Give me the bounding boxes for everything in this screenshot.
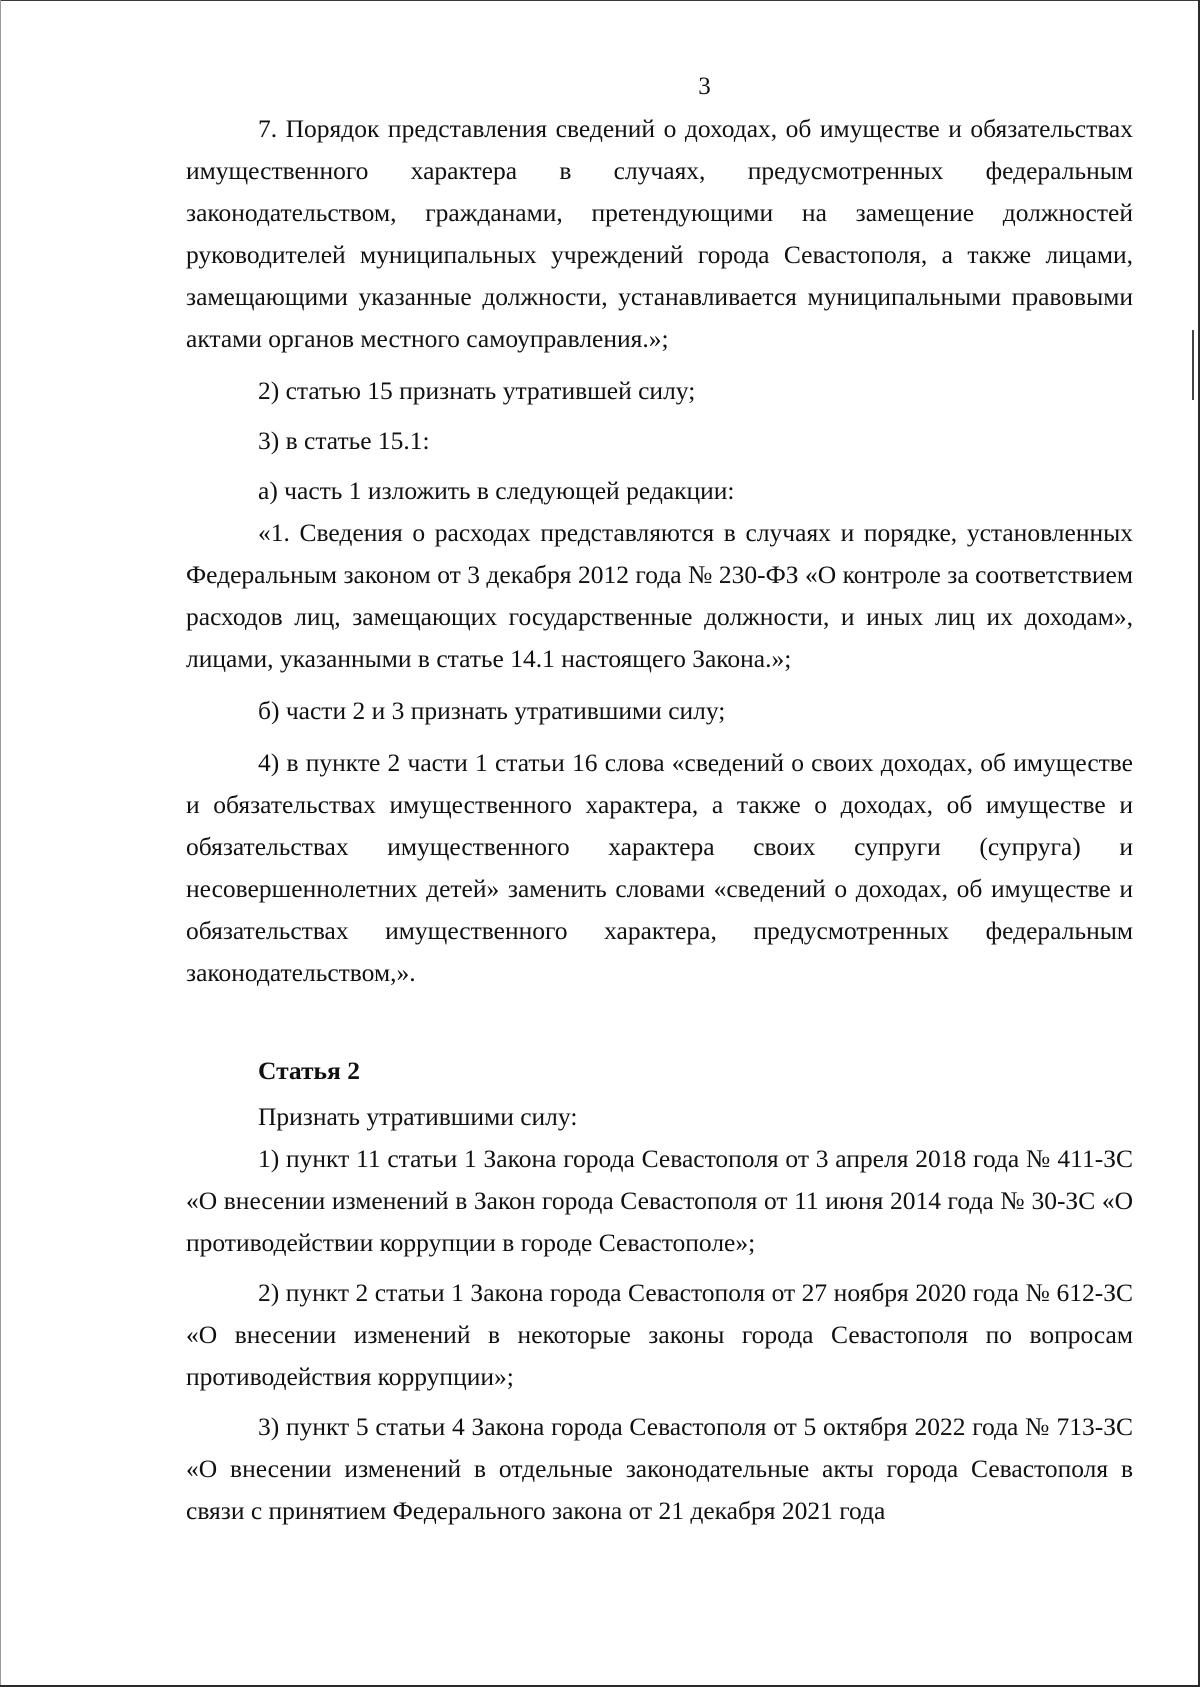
article2-item-2: 2) пункт 2 статьи 1 Закона города Севастополя от 27 ноября 2020 года № 612-ЗС «О внесении изменений в некоторые законы города Севастополя по вопросам противодействия коррупции»; <box>186 1278 1133 1391</box>
page-number: 3 <box>698 73 711 100</box>
paragraph-item-3: 3) в статье 15.1: <box>258 426 430 455</box>
scan-border-top <box>0 0 1200 1</box>
document-page <box>186 66 1133 1532</box>
paragraph-quoted-part-1: «1. Сведения о расходах представляются в случаях и порядке, установленных Федеральным законом от 3 декабря 2012 года № 230-ФЗ «О контроле за соответствием расходов лиц, замещающих государственные должности, и иных лиц их доходам», лицами, указанными в статье 14.1 настоящего Закона.»; <box>186 518 1133 673</box>
article2-item-3: 3) пункт 5 статьи 4 Закона города Севастополя от 5 октября 2022 года № 713-ЗС «О внесении изменений в отдельные законодательные акты города Севастополя в связи с принятием Федерального закона от 21 декабря 2021 года <box>186 1412 1133 1525</box>
paragraph-item-2: 2) статью 15 признать утратившей силу; <box>258 376 696 405</box>
article-heading: Статья 2 <box>258 1056 360 1085</box>
scan-artifact-mark <box>1192 330 1194 400</box>
paragraph-item-3b: б) части 2 и 3 признать утратившими силу; <box>258 696 726 725</box>
paragraph-item-4: 4) в пункте 2 части 1 статьи 16 слова «сведений о своих доходах, об имуществе и обязательствах имущественного характера, а также о доходах, об имуществе и обязательствах имущественного характера своих супруги (супруга) и несовершеннолетних детей» заменить словами «сведений о доходах, об имуществе и обязательствах имущественного характера, предусмотренных федеральным законодательством,». <box>186 748 1133 987</box>
scan-border-left <box>0 0 1 1687</box>
article2-intro: Признать утратившими силу: <box>258 1102 578 1131</box>
paragraph-item-3a: а) часть 1 изложить в следующей редакции: <box>258 476 735 505</box>
article2-item-1: 1) пункт 11 статьи 1 Закона города Севастополя от 3 апреля 2018 года № 411-ЗС «О внесении изменений в Закон города Севастополя от 11 июня 2014 года № 30-ЗС «О противодействии коррупции в городе Севастополе»; <box>186 1144 1133 1257</box>
paragraph-item-7: 7. Порядок представления сведений о доходах, об имуществе и обязательствах имущественного характера в случаях, предусмотренных федеральным законодательством, гражданами, претендующими на замещение должностей руководителей муниципальных учреждений города Севастополя, а также лицами, замещающими указанные должности, устанавливается муниципальными правовыми актами органов местного самоуправления.»; <box>186 114 1133 353</box>
